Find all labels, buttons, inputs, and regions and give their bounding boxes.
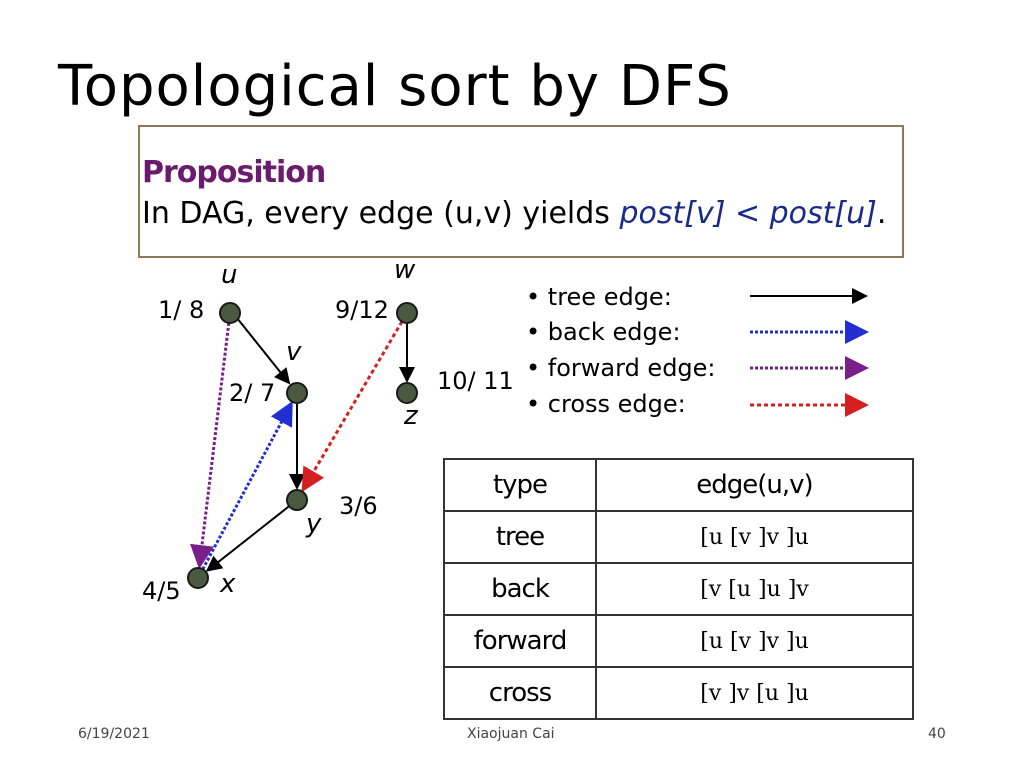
legend-cross: • cross edge: [526, 390, 686, 418]
table-row [444, 563, 913, 615]
vertex-time-z: 10/ 11 [437, 367, 514, 395]
table-cell-brackets: [u [v ]v ]u [596, 615, 913, 667]
slide-title: Topological sort by DFS [58, 54, 732, 119]
vertex-label-z: z [404, 401, 418, 431]
table-cell-type: back [444, 563, 596, 615]
legend-forward: • forward edge: [526, 354, 716, 382]
proposition-text-post: . [876, 196, 887, 231]
table-cell-brackets: [u [v ]v ]u [596, 511, 913, 563]
table-cell-type: forward [444, 615, 596, 667]
vertex-time-x: 4/5 [142, 577, 181, 605]
vertex-time-w: 9/12 [335, 296, 389, 324]
footer-author: Xiaojuan Cai [467, 726, 555, 742]
vertex-v [287, 383, 307, 403]
legend-back: • back edge: [526, 318, 681, 346]
proposition-heading: Proposition [142, 155, 326, 190]
vertex-time-v: 2/ 7 [229, 379, 276, 407]
edge-w-y-cross [303, 322, 402, 490]
vertex-label-u: u [221, 260, 238, 290]
vertex-x [188, 568, 208, 588]
proposition-text-pre: In DAG, every edge (u,v) yields [142, 196, 620, 231]
vertex-w [397, 303, 417, 323]
vertex-label-y: y [306, 509, 322, 539]
vertex-time-u: 1/ 8 [158, 296, 205, 324]
footer-page: 40 [928, 726, 946, 742]
vertex-y [287, 490, 307, 510]
vertex-time-y: 3/6 [339, 492, 378, 520]
table-row [444, 511, 913, 563]
vertex-label-w: w [394, 255, 416, 285]
edge-u-v-tree [237, 318, 289, 383]
edge-type-table [443, 458, 914, 720]
table-header-row [444, 459, 913, 511]
footer-date: 6/19/2021 [78, 726, 150, 742]
table-row [444, 667, 913, 719]
proposition-text-emphasis: post[v] < post[u] [619, 196, 877, 231]
vertex-u [220, 303, 240, 323]
table-cell-brackets: [v [u ]u ]v [596, 563, 913, 615]
vertex-label-v: v [286, 337, 302, 367]
table-cell-type: tree [444, 511, 596, 563]
table-cell-type: cross [444, 667, 596, 719]
table-header-edge: edge(u,v) [596, 459, 913, 511]
table-cell-brackets: [v ]v [u ]u [596, 667, 913, 719]
vertex-z [397, 383, 417, 403]
table-header-type: type [444, 459, 596, 511]
vertex-label-x: x [220, 569, 236, 599]
legend-tree: • tree edge: [526, 283, 672, 311]
table-row [444, 615, 913, 667]
